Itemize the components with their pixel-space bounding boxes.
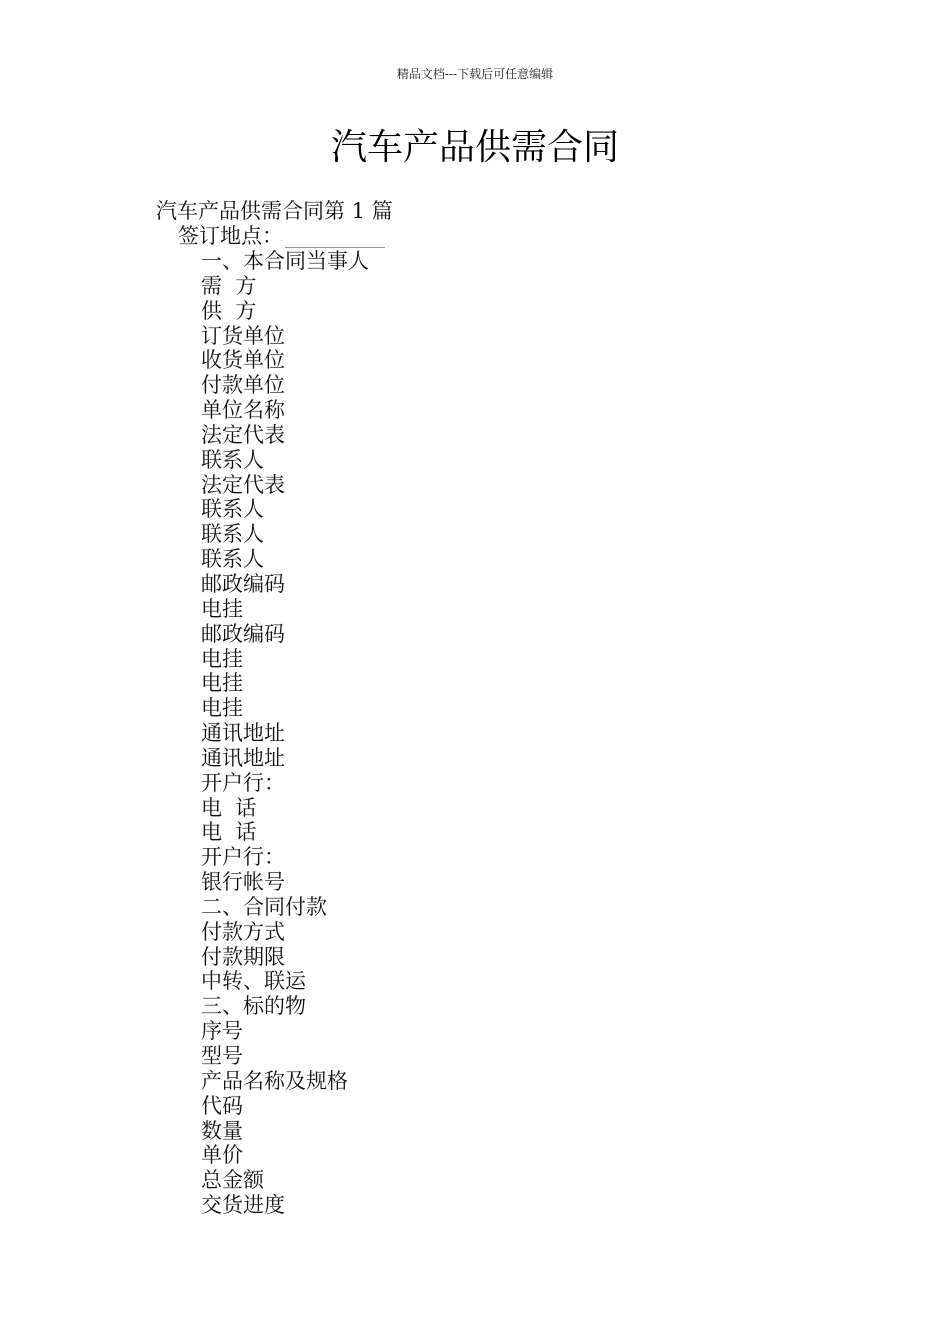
sign-place-blank xyxy=(285,229,385,248)
contract-field-item: 收货单位 xyxy=(201,348,285,373)
contract-field-item: 邮政编码 xyxy=(201,621,285,646)
sign-place-row xyxy=(178,224,385,248)
contract-field-item: 电挂 xyxy=(201,596,243,621)
contract-field-item: 电挂 xyxy=(201,696,243,721)
document-title: 汽车产品供需合同 xyxy=(330,127,619,168)
part-heading: 汽车产品供需合同第 1 篇 xyxy=(156,199,393,223)
contract-field-item: 电 话 xyxy=(201,795,257,820)
contract-field-item: 一、本合同当事人 xyxy=(201,249,369,273)
contract-field-item: 订货单位 xyxy=(201,323,285,348)
contract-field-item: 银行帐号 xyxy=(201,870,285,895)
contract-field-item: 通讯地址 xyxy=(201,721,285,746)
contract-field-item: 三、标的物 xyxy=(201,994,306,1019)
contract-field-list xyxy=(201,249,369,1218)
contract-field-item: 联系人 xyxy=(201,547,264,572)
contract-field-item: 交货进度 xyxy=(201,1193,285,1218)
contract-field-item: 法定代表 xyxy=(201,472,285,497)
sign-place-label: 签订地点： xyxy=(178,224,283,248)
contract-field-item: 单位名称 xyxy=(201,398,285,423)
contract-field-item: 产品名称及规格 xyxy=(201,1068,348,1093)
contract-field-item: 联系人 xyxy=(201,522,264,547)
contract-field-item: 电挂 xyxy=(201,671,243,696)
contract-field-item: 付款期限 xyxy=(201,944,285,969)
contract-field-item: 电 话 xyxy=(201,820,257,845)
contract-field-item: 数量 xyxy=(201,1118,243,1143)
contract-field-item: 联系人 xyxy=(201,447,264,472)
contract-field-item: 付款单位 xyxy=(201,373,285,398)
contract-field-item: 中转、联运 xyxy=(201,969,306,994)
contract-field-item: 开户行： xyxy=(201,845,285,870)
contract-field-item: 电挂 xyxy=(201,646,243,671)
page-header-note: 精品文档---下载后可任意编辑 xyxy=(396,67,554,81)
contract-field-item: 需 方 xyxy=(201,273,257,298)
contract-field-item: 付款方式 xyxy=(201,919,285,944)
contract-field-item: 单价 xyxy=(201,1143,243,1168)
contract-field-item: 型号 xyxy=(201,1044,243,1068)
contract-field-item: 通讯地址 xyxy=(201,745,285,770)
contract-field-item: 邮政编码 xyxy=(201,571,285,596)
contract-field-item: 二、合同付款 xyxy=(201,894,327,919)
contract-field-item: 供 方 xyxy=(201,298,257,323)
contract-field-item: 总金额 xyxy=(201,1168,264,1193)
contract-field-item: 代码 xyxy=(201,1093,243,1118)
contract-field-item: 法定代表 xyxy=(201,422,285,447)
contract-field-item: 联系人 xyxy=(201,497,264,522)
contract-field-item: 序号 xyxy=(201,1019,243,1044)
contract-field-item: 开户行： xyxy=(201,770,285,795)
